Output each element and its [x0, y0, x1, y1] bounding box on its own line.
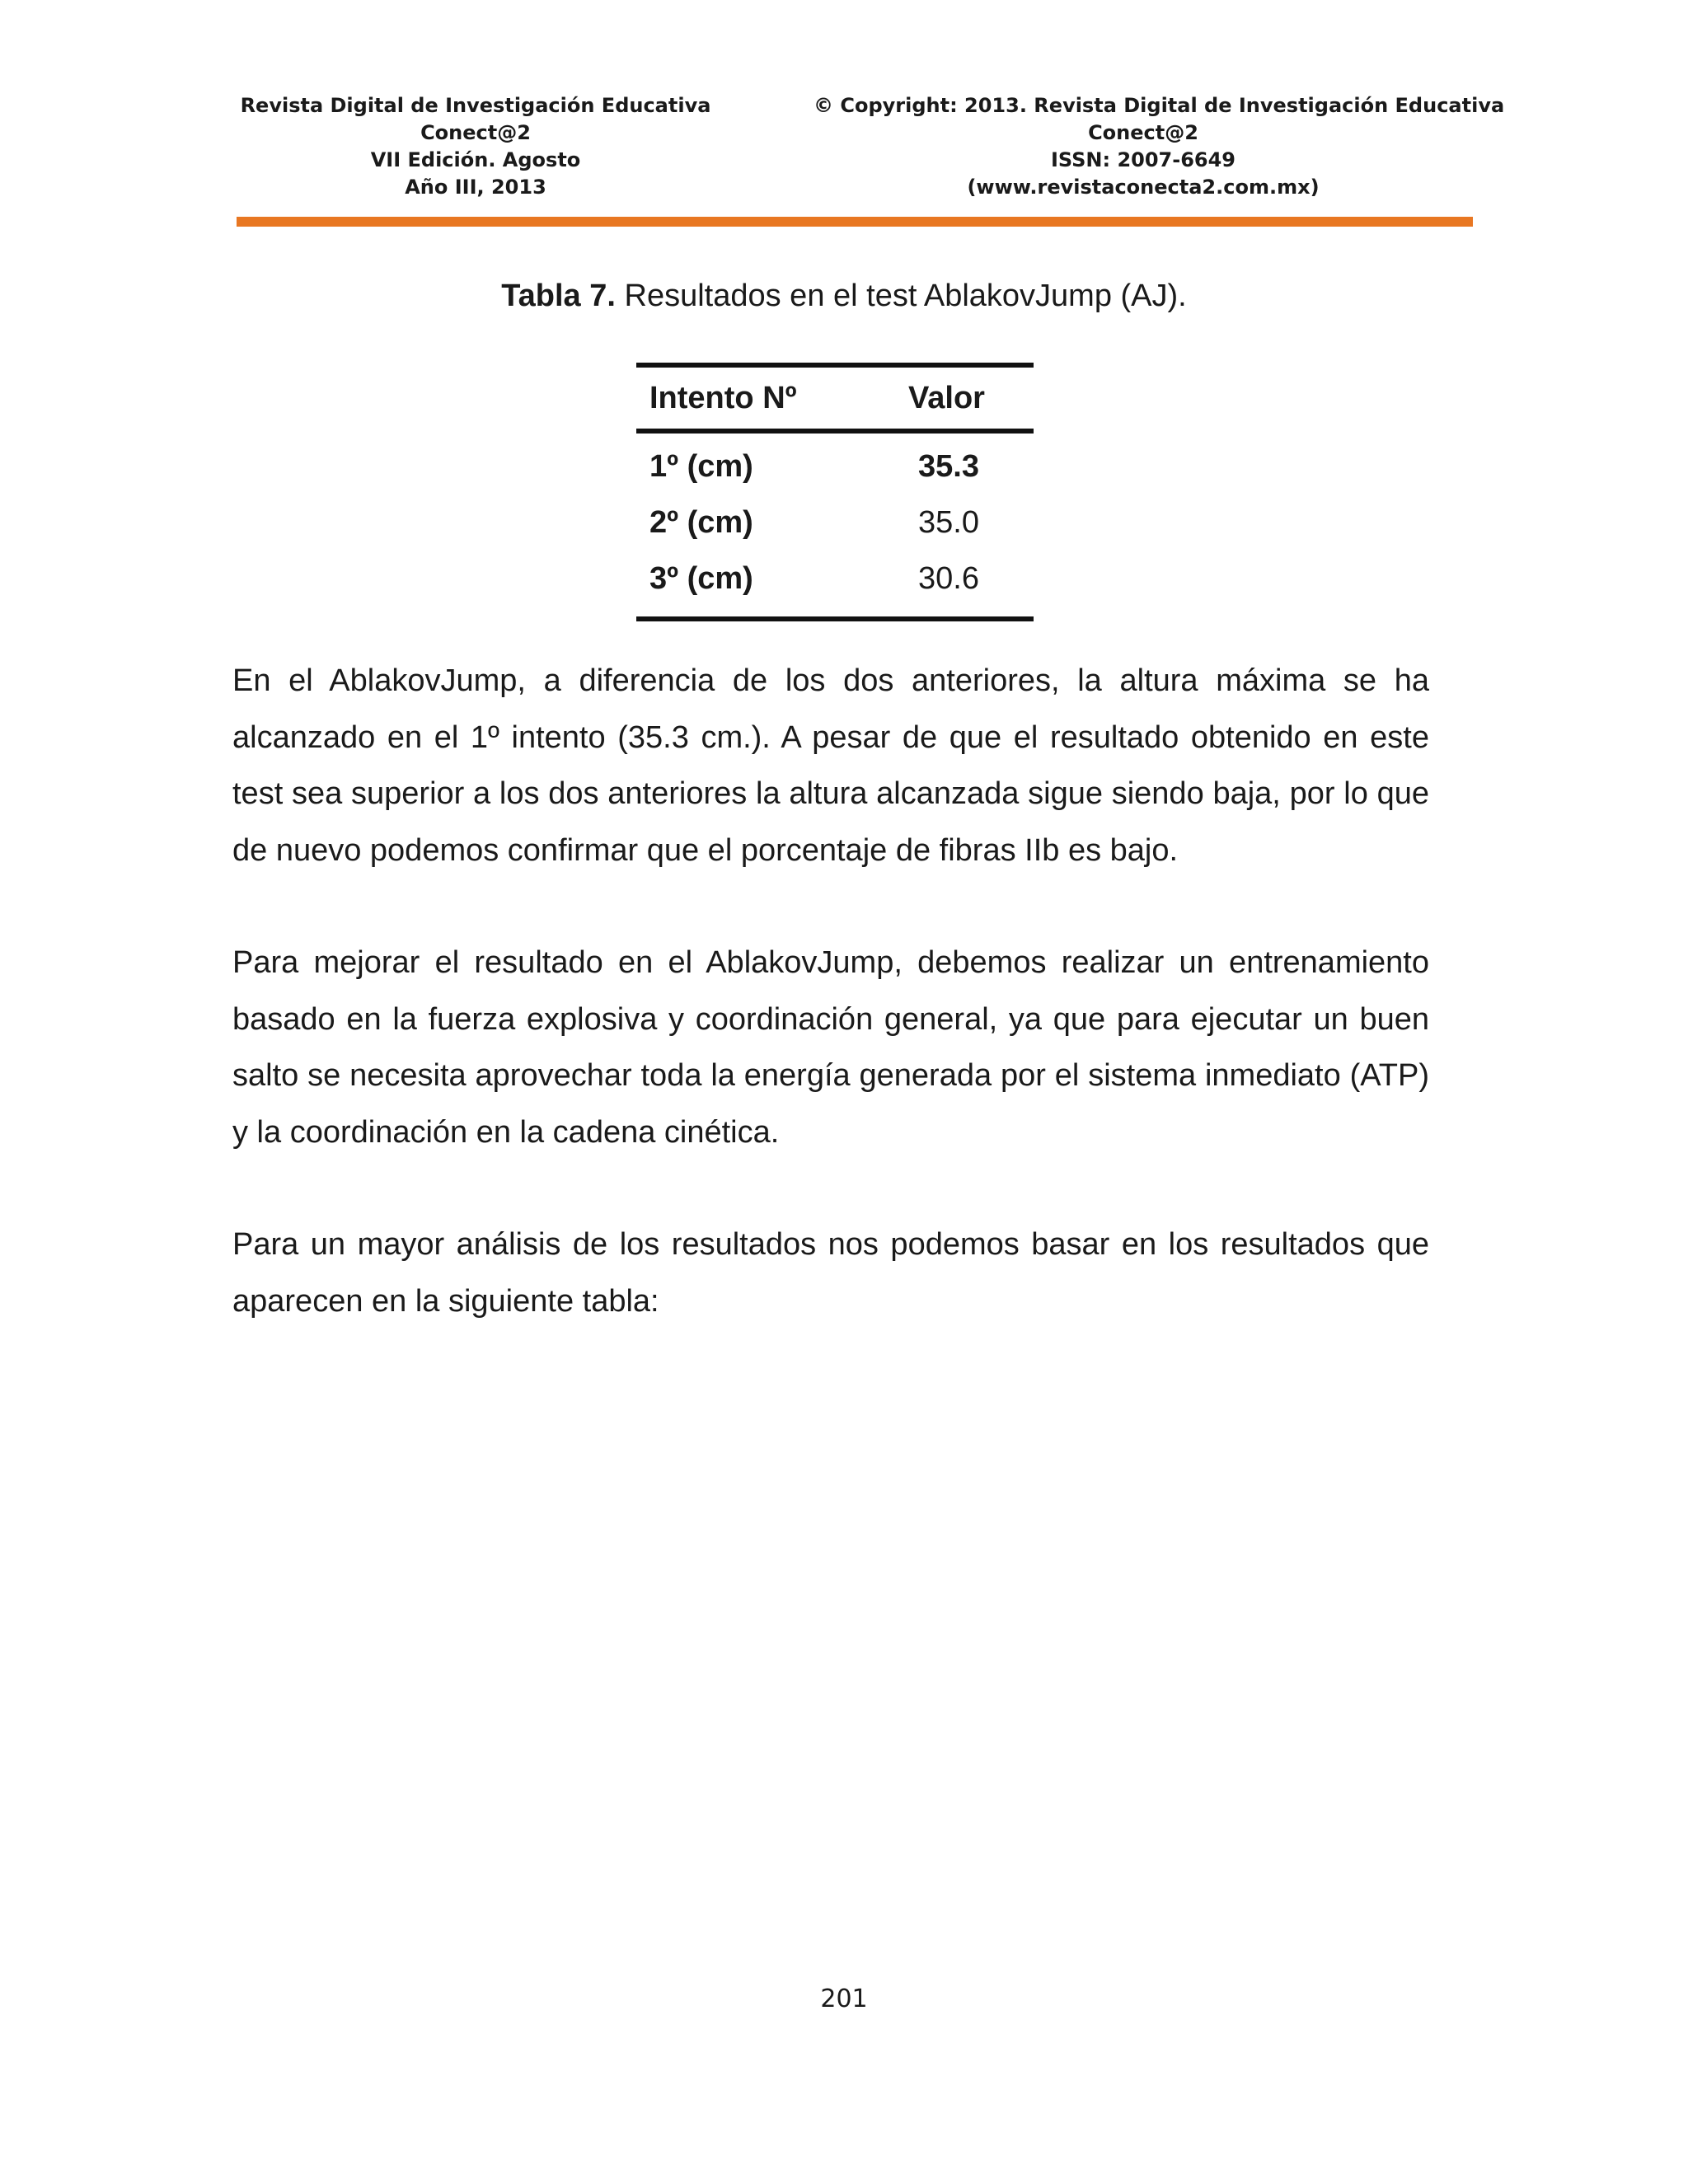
paragraph-ablakov-results: En el AblakovJump, a diferencia de los dos anteriores, la altura máxima se ha alcanzado en el 1º intento (35.3 cm.). A pesar de que el resultado obtenido en este test sea superior a los dos anteriores la altura alcanzada sigue siendo baja, por lo que de nuevo podemos confirmar que el porcentaje de fibras IIb es bajo.: [232, 663, 1429, 868]
table-row: [636, 494, 1034, 551]
row-intento: 1º (cm): [649, 448, 753, 484]
column-header-intento: Intento Nº: [636, 365, 897, 431]
copyright-info: [814, 92, 1505, 201]
row-valor: 35.0: [918, 504, 979, 540]
row-valor: 30.6: [897, 551, 1034, 619]
paragraph-training: Para mejorar el resultado en el AblakovJump, debemos realizar un entrenamiento basado en la fuerza explosiva y coordinación general, ya que para ejecutar un buen salto se necesita aprovechar toda la energía generada por el sistema inmediato (ATP) y la coordinación en la cadena cinética.: [232, 945, 1429, 1150]
journal-title: Revista Digital de Investigación Educativa: [240, 94, 711, 117]
journal-edition: VII Edición. Agosto: [370, 148, 581, 171]
row-intento: 3º (cm): [636, 551, 897, 619]
results-table: [636, 363, 1034, 621]
table-caption: [0, 279, 1688, 314]
website: (www.revistaconecta2.com.mx): [967, 176, 1320, 199]
column-header-valor: Valor: [897, 365, 1034, 431]
header-divider: [237, 217, 1473, 227]
page-number: 201: [820, 1985, 868, 2013]
table-row: [636, 551, 1034, 619]
journal-name: Conect@2: [420, 121, 531, 144]
copyright-line: © Copyright: 2013. Revista Digital de Investigación Educativa: [814, 94, 1505, 117]
paragraph-analysis: Para un mayor análisis de los resultados nos podemos basar en los resultados que aparecen en la siguiente tabla:: [232, 1227, 1429, 1319]
table-caption-text: Resultados en el test AblakovJump (AJ).: [615, 279, 1187, 313]
table-header-row: [636, 365, 1034, 431]
copyright-journal-name: Conect@2: [1088, 121, 1198, 144]
table-row: [636, 431, 1034, 494]
issn: ISSN: 2007-6649: [1050, 148, 1236, 171]
row-intento: 2º (cm): [649, 504, 753, 540]
table-caption-label: Tabla 7.: [501, 279, 616, 313]
row-valor: 35.3: [918, 448, 979, 484]
page-header: [237, 92, 1505, 208]
journal-year: Año III, 2013: [405, 176, 546, 199]
journal-info: [237, 92, 715, 201]
